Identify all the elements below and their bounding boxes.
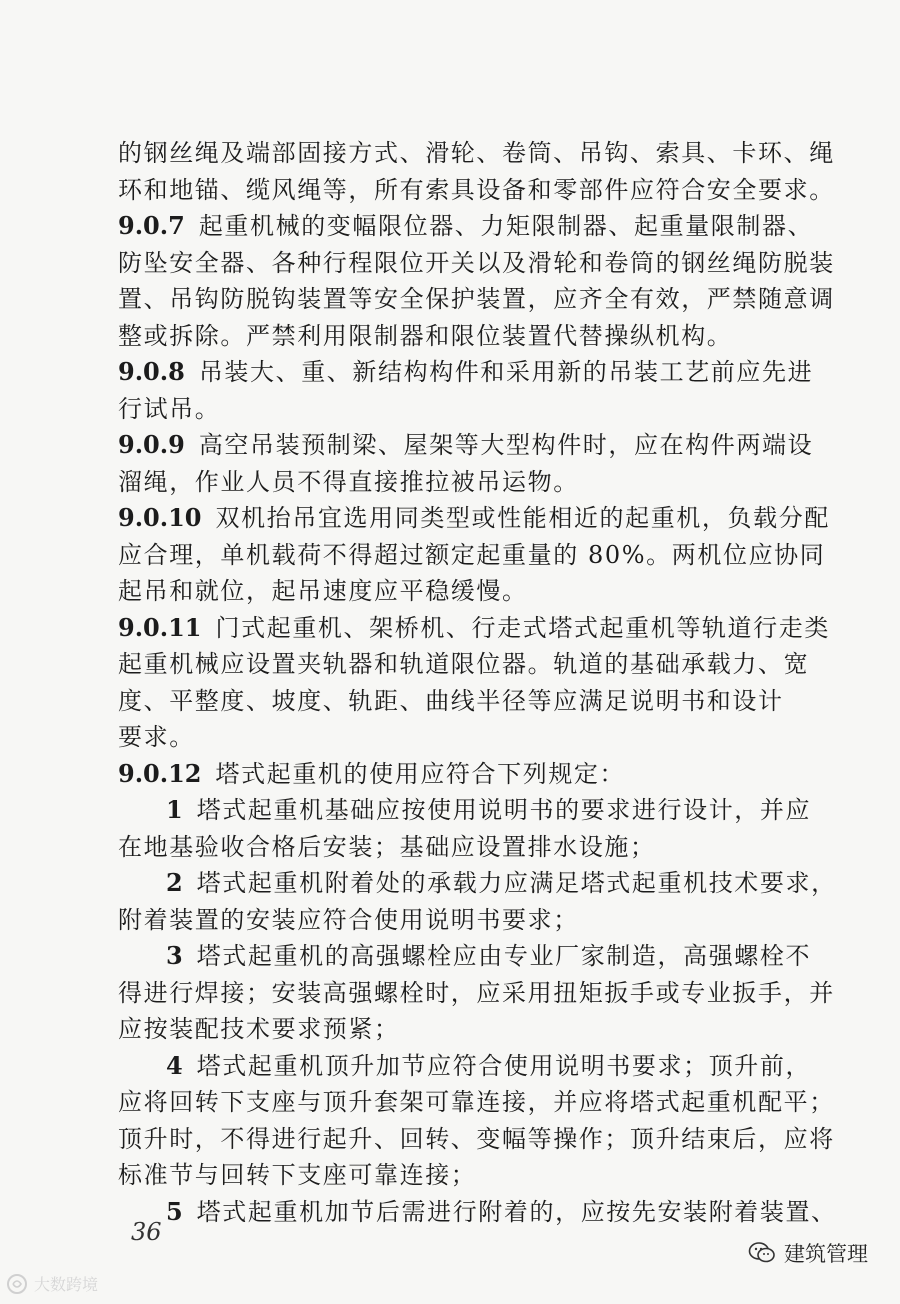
text-line — [118, 318, 798, 355]
line-text: 起重机械应设置夹轨器和轨道限位器。轨道的基础承载力、宽 — [118, 650, 810, 678]
clause-number: 9.0.10 — [118, 503, 202, 532]
clause-number: 9.0.12 — [118, 758, 202, 788]
text-line — [118, 756, 798, 793]
line-text: 门式起重机、架桥机、行走式塔式起重机等轨道行走类 — [215, 613, 830, 642]
text-line — [118, 537, 826, 574]
item-number: 5 — [166, 1196, 183, 1226]
clause-number: 9.0.7 — [118, 211, 185, 240]
text-line — [118, 208, 814, 245]
text-line — [118, 245, 835, 282]
text-line — [118, 500, 830, 537]
line-text: 附着装置的安装应符合使用说明书要求； — [118, 905, 579, 934]
item-number: 1 — [166, 795, 183, 824]
line-text: 溜绳，作业人员不得直接推拉被吊运物。 — [118, 467, 579, 496]
wechat-icon — [748, 1241, 776, 1265]
text-line — [118, 719, 798, 756]
brand-logo-icon — [6, 1273, 28, 1295]
watermark-left — [6, 1272, 98, 1295]
line-text: 置、吊钩防脱钩装置等安全保护装置，应齐全有效，严禁随意调 — [118, 285, 835, 313]
line-text: 的钢丝绳及端部固接方式、滑轮、卷筒、吊钩、索具、卡环、绳 — [118, 139, 835, 167]
line-text: 双机抬吊宜选用同类型或性能相近的起重机，负载分配 — [215, 504, 830, 532]
text-line — [118, 902, 798, 939]
text-line — [118, 391, 798, 428]
item-number: 3 — [166, 941, 183, 970]
text-line — [118, 829, 798, 866]
line-text: 应合理，单机载荷不得超过额定起重量的 80%。两机位应协同 — [118, 540, 826, 569]
text-line — [118, 1084, 835, 1121]
line-text: 得进行焊接；安装高强螺栓时，应采用扭矩扳手或专业扳手，并 — [118, 978, 835, 1007]
clause-number: 9.0.11 — [118, 612, 202, 642]
line-text: 防坠安全器、各种行程限位开关以及滑轮和卷筒的钢丝绳防脱装 — [118, 248, 835, 277]
watermark-left-text: 大数跨境 — [34, 1275, 99, 1294]
line-text: 要求。 — [118, 723, 195, 751]
line-text: 应按装配技术要求预紧； — [118, 1015, 400, 1043]
text-line — [118, 646, 810, 683]
text-line — [118, 938, 812, 975]
line-text: 标准节与回转下支座可靠连接； — [118, 1161, 477, 1189]
line-text: 起重机械的变幅限位器、力矩限制器、起重量限制器、 — [198, 212, 814, 240]
line-text: 起吊和就位，起吊速度应平稳缓慢。 — [118, 577, 528, 605]
line-text: 在地基验收合格后安装；基础应设置排水设施； — [118, 832, 656, 861]
clause-number: 9.0.8 — [118, 357, 185, 386]
text-line — [118, 1011, 798, 1048]
text-line — [118, 1194, 837, 1231]
line-text: 环和地锚、缆风绳等，所有索具设备和零部件应符合安全要求。 — [118, 175, 835, 204]
text-line — [118, 281, 835, 318]
line-text: 整或拆除。严禁利用限制器和限位装置代替操纵机构。 — [118, 321, 733, 350]
line-text: 塔式起重机基础应按使用说明书的要求进行设计，并应 — [196, 796, 812, 824]
text-line — [118, 1048, 812, 1085]
watermark-right-text: 建筑管理 — [784, 1242, 868, 1266]
body-text — [118, 135, 837, 1230]
line-text: 塔式起重机顶升加节应符合使用说明书要求；顶升前， — [196, 1051, 812, 1080]
text-line — [118, 865, 837, 902]
text-line — [118, 1121, 835, 1158]
text-line — [118, 573, 798, 610]
line-text: 塔式起重机的使用应符合下列规定： — [215, 759, 626, 788]
line-text: 吊装大、重、新结构构件和采用新的吊装工艺前应先进 — [198, 358, 814, 386]
clause-number: 9.0.9 — [118, 430, 185, 459]
text-line — [118, 172, 835, 209]
text-line — [118, 354, 814, 391]
text-line — [118, 135, 835, 172]
line-text: 高空吊装预制梁、屋架等大型构件时，应在构件两端设 — [198, 431, 814, 459]
text-line — [118, 427, 814, 464]
page-number: 36 — [131, 1218, 162, 1246]
item-number: 4 — [166, 1050, 183, 1080]
text-line — [118, 464, 798, 501]
line-text: 应将回转下支座与顶升套架可靠连接，并应将塔式起重机配平； — [118, 1088, 835, 1116]
text-line — [118, 975, 835, 1012]
line-text: 塔式起重机附着处的承载力应满足塔式起重机技术要求， — [196, 869, 837, 897]
text-line — [118, 1157, 798, 1194]
item-number: 2 — [166, 868, 183, 897]
text-line — [118, 792, 812, 829]
line-text: 度、平整度、坡度、轨距、曲线半径等应满足说明书和设计 — [118, 686, 784, 715]
line-text: 塔式起重机的高强螺栓应由专业厂家制造，高强螺栓不 — [196, 942, 812, 970]
line-text: 顶升时，不得进行起升、回转、变幅等操作；顶升结束后，应将 — [118, 1124, 835, 1153]
line-text: 行试吊。 — [118, 394, 221, 423]
text-line — [118, 610, 830, 647]
text-line — [118, 683, 798, 720]
line-text: 塔式起重机加节后需进行附着的，应按先安装附着装置、 — [196, 1197, 837, 1226]
watermark-right — [748, 1238, 868, 1268]
